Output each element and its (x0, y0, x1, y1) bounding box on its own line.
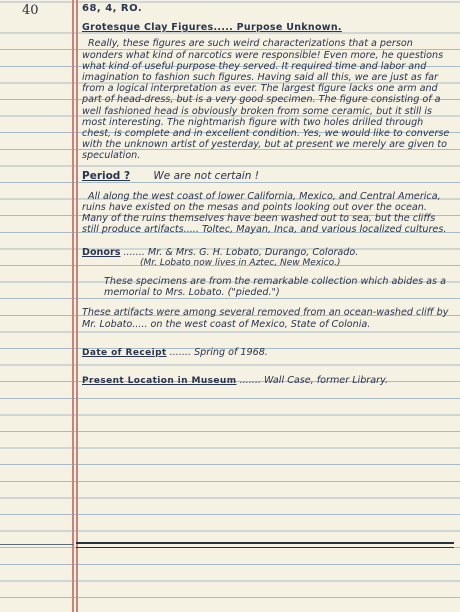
margin-line (72, 0, 74, 612)
donors-row (82, 247, 452, 269)
entry-title: Grotesque Clay Figures..... Purpose Unknown. (82, 22, 342, 34)
section-divider (76, 542, 454, 548)
location-dots: ....... (236, 375, 264, 387)
margin-divider (0, 544, 74, 545)
donors-value: Mr. & Mrs. G. H. Lobato, Durango, Colorado. (147, 246, 359, 258)
catalog-reference: 68, 4, RO. (82, 3, 143, 14)
receipt-label: Date of Receipt (82, 347, 167, 358)
description-paragraph: Really, these figures are such weird characterizations that a person wonders what kind of narcotics were responsible! Even more, he questions what kind of useful purpose they served. It required time and labor and imagination to fashion such figures. Having said all this, we are just as far from a logical interpretation as ever. The largest figure lacks one arm and part of head-dress, but is a very good specimen. The figure consisting of a well fashioned head is obviously broken from some ceramic, but it still is most interesting. The nightmarish figure with two holes drilled through chest, is complete and in excellent condition. Yes, we would like to converse with the unknown artist of yesterday, but at present we merely are given to speculation. (82, 38, 450, 162)
receipt-value: Spring of 1968. (194, 346, 268, 358)
donors-dots: ....... (120, 246, 148, 258)
donors-note: (Mr. Lobato now lives in Aztec, New Mexico.) (140, 257, 341, 268)
entry-content (82, 3, 452, 387)
artifacts-note: These artifacts were among several removed from an ocean-washed cliff by Mr. Lobato..... on the west coast of Mexico, State of Colonia. (82, 307, 449, 330)
origin-paragraph: All along the west coast of lower California, Mexico, and Central America, ruins have existed on the mesas and points looking out over the ocean. Many of the ruins themselves have been washed out to sea, but the cliffs still produce artifacts..... Toltec, Mayan, Inca, and various localized cultures. (82, 190, 447, 236)
location-value: Wall Case, former Library. (263, 375, 389, 387)
location-label: Present Location in Museum (82, 376, 237, 387)
receipt-row (82, 347, 452, 359)
collection-note: These specimens are from the remarkable collection which abides as a memorial to Mrs. Lobato. ("pieded.") (104, 276, 446, 299)
period-value: We are not certain ! (153, 169, 259, 182)
receipt-dots: ....... (166, 346, 195, 358)
location-row (82, 375, 452, 387)
period-label: Period ? (82, 169, 131, 182)
margin-line (76, 0, 78, 612)
donors-label: Donors (82, 246, 121, 258)
page-number: 40 (22, 3, 39, 18)
period-row (82, 171, 452, 182)
